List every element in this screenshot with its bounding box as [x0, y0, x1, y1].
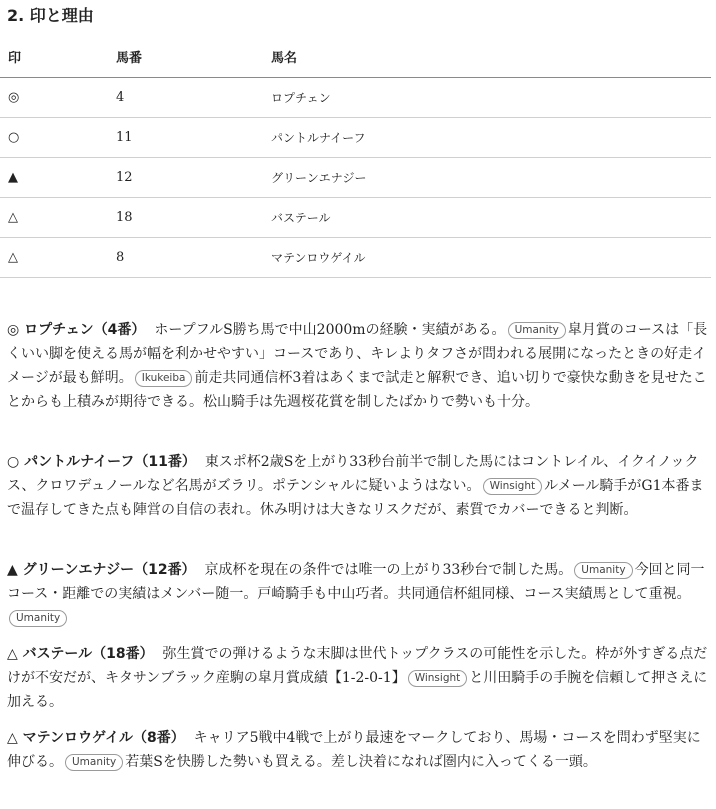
row-number: 4 [116, 78, 271, 118]
row-horse-name: マテンロウゲイル [271, 238, 711, 278]
source-tag[interactable]: Ikukeiba [135, 370, 193, 387]
row-mark: ▲ [0, 158, 116, 198]
source-tag[interactable]: Winsight [408, 670, 468, 687]
reason-text: キャリア5戦中4戦で上がり最速をマークしており、馬場・コースを問わず堅実に伸びる。 [7, 730, 701, 770]
reason-text: 前走共同通信杯3着はあくまで試走と解釈でき、追い切りで豪快な動きを見せたことからも上積みが期待できる。松山騎手は先週桜花賞を制したばかりで勢いも十分。 [7, 370, 707, 410]
reason-paragraph [7, 318, 709, 414]
reason-lead: ○ パントルナイーフ（11番） [7, 454, 196, 470]
reason-lead: △ バステール（18番） [7, 646, 154, 662]
reason-text: 今回と同一コース・距離での実績はメンバー随一。戸崎騎手も中山巧者。共同通信杯組同様、コース実績馬として重視。 [7, 562, 705, 602]
reason-text: 弥生賞での弾けるような末脚は世代トップクラスの可能性を示した。枠が外すぎる点だけが不安だが、キタサンブラック産駒の皐月賞成績【1-2-0-1】 [7, 646, 708, 686]
reason-text: 皐月賞のコースは「長くいい脚を使える馬が幅を利かせやすい」コースであり、キレよりタフさが問われる展開になったときの好走イメージが最も鮮明。 [7, 322, 708, 386]
source-tag[interactable]: Umanity [65, 754, 123, 771]
source-tag[interactable]: Umanity [574, 562, 632, 579]
reason-paragraph [7, 726, 709, 774]
row-horse-name: バステール [271, 198, 711, 238]
row-mark: △ [0, 238, 116, 278]
table-row [0, 158, 711, 198]
row-horse-name: パントルナイーフ [271, 118, 711, 158]
reason-text: ホープフルS勝ち馬で中山2000mの経験・実績がある。 [154, 322, 506, 338]
row-mark: △ [0, 198, 116, 238]
table-row [0, 198, 711, 238]
reason-lead: △ マテンロウゲイル（8番） [7, 730, 185, 746]
table-row [0, 238, 711, 278]
row-horse-name: グリーンエナジー [271, 158, 711, 198]
reason-text: 京成杯を現在の条件では唯一の上がり33秒台で制した馬。 [204, 562, 573, 578]
section-heading: 2. 印と理由 [7, 6, 94, 25]
row-number: 11 [116, 118, 271, 158]
source-tag[interactable]: Umanity [508, 322, 566, 339]
row-mark: ◎ [0, 78, 116, 118]
source-tag[interactable]: Umanity [9, 610, 67, 627]
reason-lead: ▲ グリーンエナジー（12番） [7, 562, 196, 578]
marks-table [0, 36, 711, 278]
header-number: 馬番 [116, 36, 271, 78]
header-mark: 印 [0, 36, 116, 78]
header-horse-name: 馬名 [271, 36, 711, 78]
reason-text: と川田騎手の手腕を信頼して押さえに加える。 [7, 670, 708, 710]
row-horse-name: ロプチェン [271, 78, 711, 118]
reason-text: 東スポ杯2歳Sを上がり33秒台前半で制した馬にはコントレイル、イクイノックス、クロワデュノールなど名馬がズラリ。ポテンシャルに疑いようはない。 [7, 454, 699, 494]
row-number: 8 [116, 238, 271, 278]
source-tag[interactable]: Winsight [483, 478, 543, 495]
table-row [0, 78, 711, 118]
reason-text: 若葉Sを快勝した勢いも買える。差し決着になれば圏内に入ってくる一頭。 [125, 754, 597, 770]
reason-paragraph [7, 642, 709, 714]
row-number: 18 [116, 198, 271, 238]
reason-paragraph [7, 450, 709, 522]
table-header-row [0, 36, 711, 78]
table-row [0, 118, 711, 158]
row-number: 12 [116, 158, 271, 198]
reason-paragraph [7, 558, 709, 630]
reason-lead: ◎ ロプチェン（4番） [7, 322, 146, 338]
row-mark: ○ [0, 118, 116, 158]
reason-text: ルメール騎手がG1本番まで温存してきた点も陣営の自信の表れ。休み明けは大きなリスクだが、素質でカバーできると判断。 [7, 478, 704, 518]
